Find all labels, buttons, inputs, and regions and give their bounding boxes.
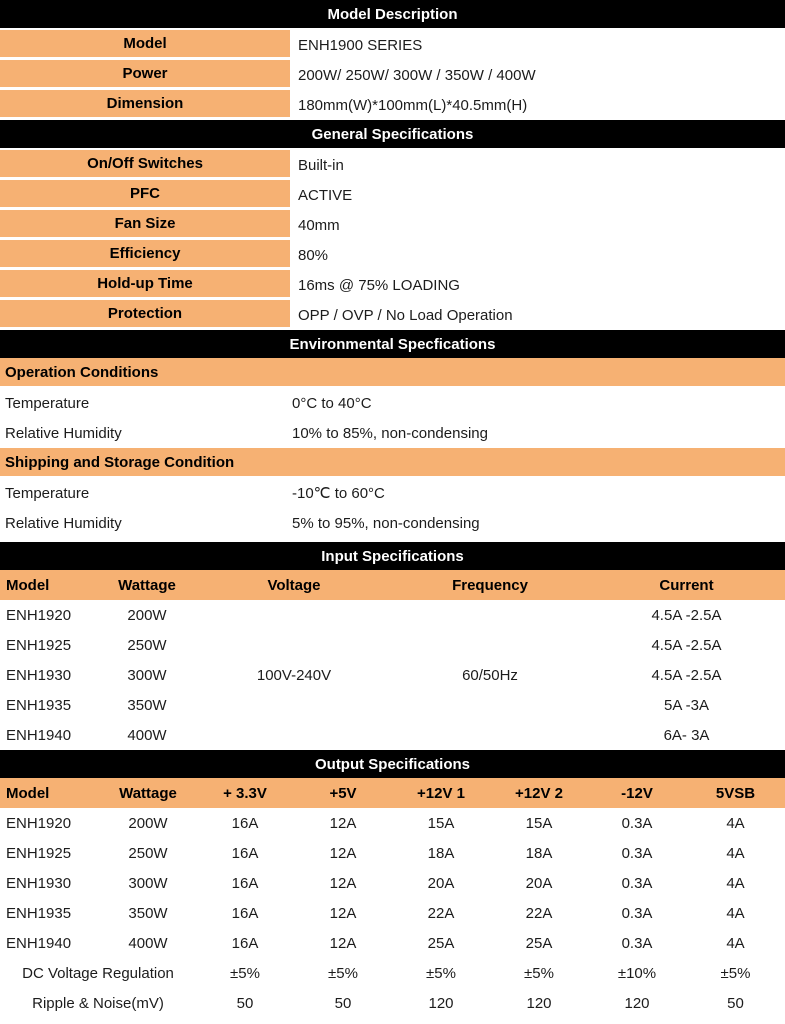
- cell-minus12v: 0.3A: [621, 814, 653, 832]
- cell-12v2: 22A: [525, 904, 553, 922]
- row-label: Dimension: [0, 90, 290, 120]
- table-row: [0, 388, 785, 418]
- cell-model: ENH1940: [6, 726, 72, 744]
- cell-frequency-merged: 60/50Hz: [462, 666, 518, 684]
- cell-current: 4.5A -2.5A: [651, 636, 722, 654]
- cell-5v: ±5%: [328, 964, 358, 982]
- row-value: 5% to 95%, non-condensing: [292, 514, 480, 532]
- row-value: OPP / OVP / No Load Operation: [298, 306, 513, 324]
- cell-wattage: 200W: [128, 814, 168, 832]
- table-row: [0, 630, 785, 660]
- section-header-model-description: [0, 0, 785, 28]
- column-header-12v2: +12V 2: [515, 784, 563, 802]
- column-header-current: Current: [659, 576, 714, 594]
- cell-12v2: 18A: [525, 844, 553, 862]
- row-label: Hold-up Time: [0, 270, 290, 300]
- output-specifications-table: [0, 778, 785, 1018]
- table-row: [0, 150, 785, 180]
- table-row: [0, 808, 785, 838]
- cell-minus12v: 120: [624, 994, 650, 1012]
- row-value: -10℃ to 60°C: [292, 485, 385, 502]
- cell-minus12v: 0.3A: [621, 844, 653, 862]
- row-label: Relative Humidity: [5, 514, 122, 532]
- cell-current: 5A -3A: [663, 696, 710, 714]
- cell-5v: 12A: [329, 874, 357, 892]
- column-header-model: Model: [6, 576, 50, 594]
- table-row: [0, 660, 785, 690]
- cell-12v2: 25A: [525, 934, 553, 952]
- row-value: 200W/ 250W/ 300W / 350W / 400W: [298, 66, 536, 84]
- column-header-5v: +5V: [329, 784, 357, 802]
- cell-model: ENH1920: [6, 606, 72, 624]
- cell-12v1: 18A: [427, 844, 455, 862]
- cell-5vsb: 4A: [726, 934, 745, 952]
- subsection-heading-shipping-storage: Shipping and Storage Condition: [0, 448, 785, 478]
- table-row: [0, 300, 785, 330]
- column-header-3v3: + 3.3V: [223, 784, 267, 802]
- cell-5v: 12A: [329, 844, 357, 862]
- table-row: [0, 270, 785, 300]
- cell-3v3: 16A: [231, 874, 259, 892]
- section-title: Output Specifications: [314, 755, 470, 773]
- cell-current: 4.5A -2.5A: [651, 666, 722, 684]
- cell-wattage: 300W: [127, 666, 167, 684]
- cell-model: ENH1935: [6, 904, 72, 922]
- column-header-5vsb: 5VSB: [715, 784, 756, 802]
- cell-model: ENH1930: [6, 874, 72, 892]
- column-header-wattage: Wattage: [119, 784, 177, 802]
- table-row: [0, 180, 785, 210]
- cell-model: ENH1925: [6, 844, 72, 862]
- row-label: Temperature: [5, 484, 90, 502]
- row-label: Temperature: [5, 394, 90, 412]
- row-label: Protection: [0, 300, 290, 330]
- cell-12v1: ±5%: [426, 964, 456, 982]
- cell-minus12v: 0.3A: [621, 874, 653, 892]
- table-row: [0, 838, 785, 868]
- cell-wattage: 350W: [128, 904, 168, 922]
- table-row: [0, 508, 785, 538]
- row-label: Efficiency: [0, 240, 290, 270]
- table-row: [0, 90, 785, 120]
- cell-current: 6A- 3A: [663, 726, 710, 744]
- row-value: 16ms @ 75% LOADING: [298, 276, 460, 294]
- table-row: [0, 720, 785, 750]
- cell-wattage: 250W: [127, 636, 167, 654]
- cell-5v: 12A: [329, 904, 357, 922]
- cell-wattage: 350W: [127, 696, 167, 714]
- cell-model: ENH1925: [6, 636, 72, 654]
- table-row: [0, 240, 785, 270]
- table-row: [0, 868, 785, 898]
- cell-12v1: 20A: [427, 874, 455, 892]
- cell-12v1: 120: [428, 994, 454, 1012]
- cell-minus12v: 0.3A: [621, 934, 653, 952]
- cell-3v3: 50: [236, 994, 254, 1012]
- table-row-ripple-noise: [0, 988, 785, 1018]
- cell-model: ENH1930: [6, 666, 72, 684]
- cell-5vsb: 4A: [726, 904, 745, 922]
- cell-12v2: 20A: [525, 874, 553, 892]
- row-value: 180mm(W)*100mm(L)*40.5mm(H): [298, 96, 528, 114]
- input-specifications-table: [0, 570, 785, 750]
- cell-12v2: 120: [526, 994, 552, 1012]
- cell-12v2: ±5%: [524, 964, 554, 982]
- row-label: Power: [0, 60, 290, 90]
- section-header-output-specifications: [0, 750, 785, 778]
- table-row: [0, 690, 785, 720]
- row-label: Relative Humidity: [5, 424, 122, 442]
- row-label: Fan Size: [0, 210, 290, 240]
- row-label: Model: [0, 30, 290, 60]
- section-title: Input Specifications: [321, 547, 464, 565]
- cell-3v3: 16A: [231, 844, 259, 862]
- row-value: Built-in: [298, 156, 344, 174]
- cell-wattage: 250W: [128, 844, 168, 862]
- cell-5v: 50: [334, 994, 352, 1012]
- cell-model: ENH1920: [6, 814, 72, 832]
- row-value: 0°C to 40°C: [292, 394, 372, 412]
- cell-wattage: 300W: [128, 874, 168, 892]
- column-header-wattage: Wattage: [118, 576, 176, 594]
- table-row: [0, 418, 785, 448]
- cell-5v: 12A: [329, 814, 357, 832]
- cell-wattage: 200W: [127, 606, 167, 624]
- row-value: ACTIVE: [298, 186, 353, 204]
- row-value: ENH1900 SERIES: [298, 36, 423, 54]
- table-row: [0, 478, 785, 508]
- table-row: [0, 898, 785, 928]
- section-title: General Specifications: [311, 125, 474, 143]
- cell-3v3: 16A: [231, 934, 259, 952]
- cell-5vsb: ±5%: [720, 964, 751, 982]
- row-value: 80%: [298, 246, 329, 264]
- column-header-model: Model: [6, 784, 50, 802]
- cell-5vsb: 4A: [726, 874, 745, 892]
- subsection-heading-operation-conditions: Operation Conditions: [0, 358, 785, 388]
- cell-5vsb: 4A: [726, 844, 745, 862]
- cell-wattage: 400W: [127, 726, 167, 744]
- column-header-12v1: +12V 1: [417, 784, 465, 802]
- cell-12v1: 25A: [427, 934, 455, 952]
- table-row: [0, 30, 785, 60]
- cell-model: ENH1935: [6, 696, 72, 714]
- row-label: DC Voltage Regulation: [22, 964, 174, 982]
- table-row: [0, 600, 785, 630]
- cell-model: ENH1940: [6, 934, 72, 952]
- cell-5v: 12A: [329, 934, 357, 952]
- row-value: 10% to 85%, non-condensing: [292, 424, 488, 442]
- row-value: 40mm: [298, 216, 340, 234]
- cell-3v3: ±5%: [230, 964, 260, 982]
- cell-minus12v: ±10%: [617, 964, 657, 982]
- cell-5vsb: 4A: [726, 814, 745, 832]
- cell-current: 4.5A -2.5A: [651, 606, 722, 624]
- cell-minus12v: 0.3A: [621, 904, 653, 922]
- table-row: [0, 60, 785, 90]
- column-header-minus12v: -12V: [621, 784, 653, 802]
- table-row: [0, 210, 785, 240]
- section-title: Model Description: [327, 5, 458, 23]
- cell-wattage: 400W: [128, 934, 168, 952]
- cell-12v1: 15A: [427, 814, 455, 832]
- row-label: On/Off Switches: [0, 150, 290, 180]
- row-label: PFC: [0, 180, 290, 210]
- column-header-voltage: Voltage: [267, 576, 321, 594]
- row-label: Ripple & Noise(mV): [32, 994, 164, 1012]
- cell-12v2: 15A: [525, 814, 553, 832]
- section-header-environmental-specifications: [0, 330, 785, 358]
- model-description-table: [0, 28, 785, 120]
- cell-3v3: 16A: [231, 814, 259, 832]
- cell-3v3: 16A: [231, 904, 259, 922]
- table-header-row: [0, 570, 785, 600]
- environmental-specifications-table: [0, 358, 785, 542]
- general-specifications-table: [0, 148, 785, 330]
- section-header-input-specifications: [0, 542, 785, 570]
- section-header-general-specifications: [0, 120, 785, 148]
- cell-voltage-merged: 100V-240V: [256, 666, 332, 684]
- table-row-dc-voltage-regulation: [0, 958, 785, 988]
- cell-12v1: 22A: [427, 904, 455, 922]
- table-row: [0, 928, 785, 958]
- column-header-frequency: Frequency: [452, 576, 528, 594]
- cell-5vsb: 50: [727, 994, 744, 1012]
- table-header-row: [0, 778, 785, 808]
- section-title: Environmental Specfications: [289, 335, 496, 353]
